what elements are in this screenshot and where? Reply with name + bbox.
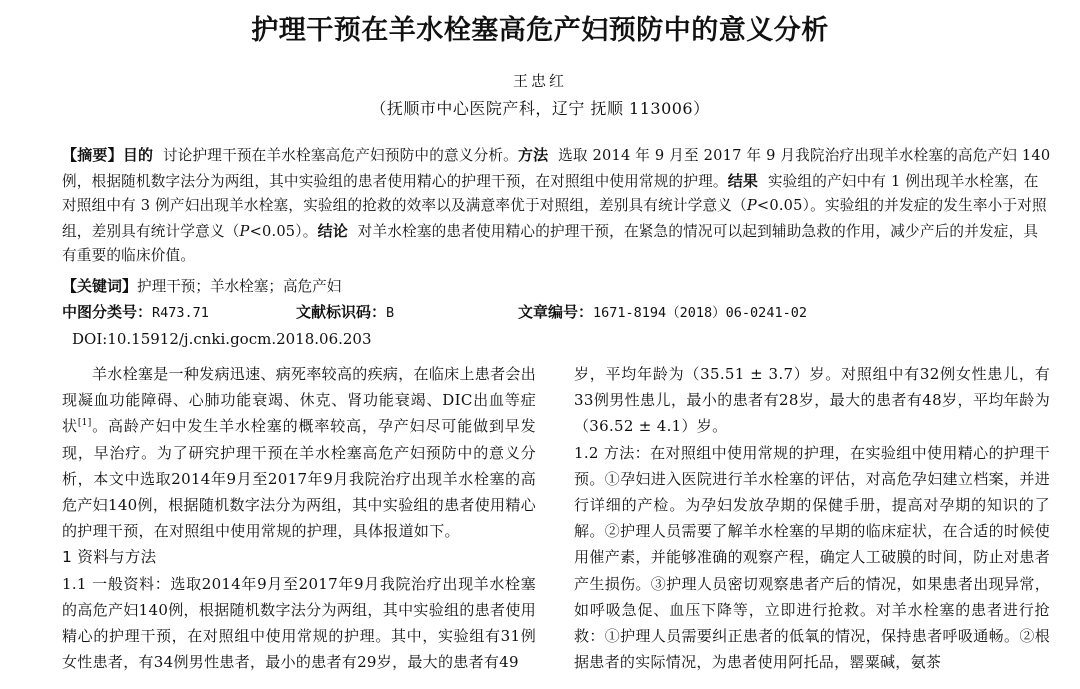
results-label: 结果: [727, 171, 759, 190]
article-value: 1671-8194（2018）06-0241-02: [593, 305, 807, 321]
keywords-label: 【关键词】: [62, 277, 138, 295]
results-text: <0.05）。实验组的并发症的发生率小于对照组，差别具有统计学意义（: [62, 197, 1047, 240]
clc-label: 中图分类号：: [62, 303, 153, 321]
keywords: [62, 274, 1052, 299]
methods-label: 方法: [517, 146, 549, 164]
intro-text: 羊水栓塞是一种发病迅速、病死率较高的疾病，在临床上患者会出现凝血功能障碍、心肺功能衰竭、休克、肾功能衰竭、DIC出血等症状: [62, 365, 536, 436]
doc-label: 文献标识码：: [296, 303, 387, 321]
paragraph-1-1: 1.1 一般资料：选取2014年9月至2017年9月我院治疗出现羊水栓塞的高危产妇140例，根据随机数字法分为两组，其中实验组的患者使用精心的护理干预，在对照组中使用常规的护理。其中，实验组有31例女性患者，有34例男性患者，最小的患者有29岁，最大的患者有49: [62, 574, 536, 672]
results-text: <0.05）。: [249, 222, 318, 240]
article-number: [518, 301, 807, 322]
paper-title: 护理干预在羊水栓塞高危产妇预防中的意义分析: [251, 15, 829, 46]
intro-paragraph: [62, 361, 536, 544]
clc-value: R473.71: [152, 305, 209, 321]
paragraph-continued: 岁，平均年龄为（35.51 ± 3.7）岁。对照组中有32例女性患儿，有33例男性患儿，最小的患者有28岁，最大的患者有48岁，平均年龄为（36.52 ± 4.1）岁。: [574, 365, 1050, 436]
abstract-label: 【摘要】: [62, 146, 123, 164]
conclusion-label: 结论: [317, 221, 348, 240]
document-code: [296, 301, 394, 322]
keywords-text: 护理干预；羊水栓塞；高危产妇: [137, 278, 342, 295]
objective-text: 讨论护理干预在羊水栓塞高危产妇预防中的意义分析。: [162, 147, 518, 164]
objective-label: 目的: [122, 146, 154, 164]
conclusion-text: 对羊水栓塞的患者使用精心的护理干预，在紧急的情况可以起到辅助急救的作用，减少产后的并发症，具有重要的临床价值。: [62, 222, 1039, 264]
author-affiliation: （抚顺市中心医院产科，辽宁 抚顺 113006）: [370, 99, 710, 118]
body-left-column: [62, 361, 536, 675]
intro-text: 。高龄产妇中发生羊水栓塞的概率较高，孕产妇尽可能做到早发现，早治疗。为了研究护理干预在羊水栓塞高危产妇预防中的意义分析，本文中选取2014年9月至2017年9月我院治疗出现羊水栓塞的高危产妇140例，根据随机数字法分为两组，其中实验组的患者使用精心的护理干预，在对照组中使用常规的护理，具体报道如下。: [62, 417, 536, 541]
article-label: 文章编号：: [518, 303, 594, 321]
citation-ref[interactable]: [1]: [77, 418, 92, 429]
clc-number: [62, 301, 209, 322]
doi[interactable]: DOI:10.15912/j.cnki.gocm.2018.06.203: [72, 330, 372, 348]
doc-value: B: [386, 305, 395, 321]
paragraph-1-2: 1.2 方法：在对照组中使用常规的护理，在实验组中使用精心的护理干预。①孕妇进入医院进行羊水栓塞的评估，对高危孕妇建立档案，并进行详细的产检。为孕妇发放孕期的保健手册，提高对孕期的知识的了解。②护理人员需要了解羊水栓塞的早期的临床症状，在合适的时候使用催产素，并能够准确的观察产程，确定人工破膜的时间，防止对患者产生损伤。③护理人员密切观察患者产后的情况，如果患者出现异常，如呼吸急促、血压下降等，立即进行抢救。对羊水栓塞的患者进行抢救：①护理人员需要纠正患者的低氧的情况，保持患者呼吸通畅。②根据患者的实际情况，为患者使用阿托品，罂粟碱，氨茶: [574, 443, 1050, 672]
abstract: [62, 143, 1052, 269]
author-name: 王忠红: [512, 72, 567, 90]
p-value-symbol: P: [239, 222, 250, 240]
section-heading: 1 资料与方法: [62, 548, 157, 567]
body-right-column: [574, 361, 1050, 675]
methods-text: 选取 2014 年 9 月至 2017 年 9 月我院治疗出现羊水栓塞的高危产妇 140 例，根据随机数字法分为两组，其中实验组的患者使用精心的护理干预，在对照组中使用常规的护理。: [62, 147, 1051, 190]
results-text: 实验组的产妇中有 1 例出现羊水栓塞，在对照组中有 3 例产妇出现羊水栓塞，实验组的抢救的效率以及满意率优于对照组，差别具有统计学意义（: [62, 172, 1039, 214]
p-value-symbol: P: [746, 197, 757, 214]
